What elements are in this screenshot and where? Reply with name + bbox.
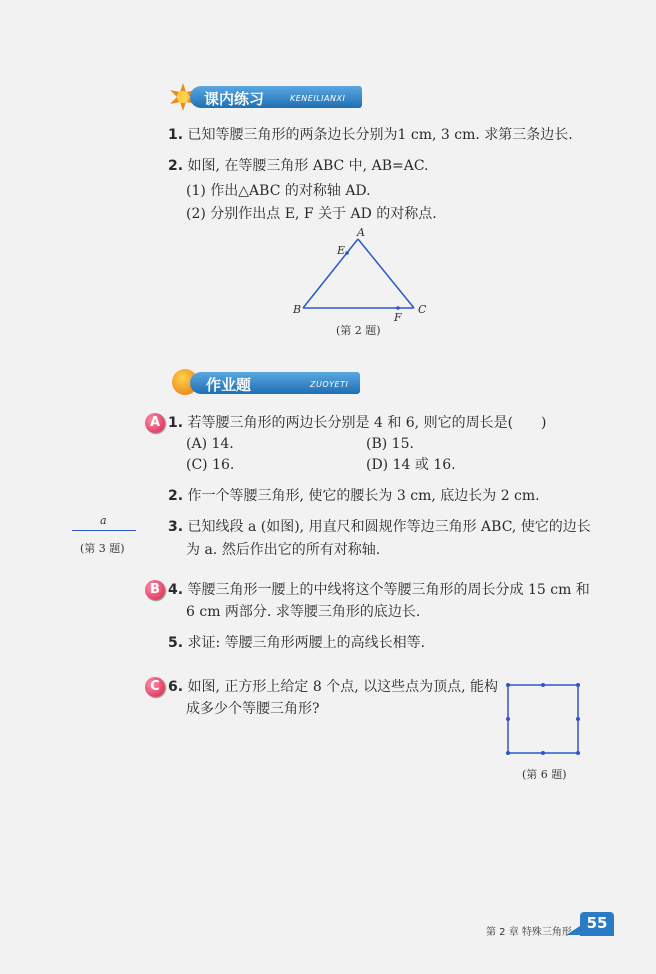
triangle-abc-figure bbox=[285, 225, 435, 325]
segment-a-line bbox=[72, 530, 136, 531]
homework-title: 作业题 bbox=[206, 376, 252, 394]
homework-q1-number: 1. bbox=[168, 415, 184, 431]
vertex-b-label: B bbox=[293, 303, 302, 316]
point-e-label: E bbox=[337, 244, 346, 257]
practice-q2 bbox=[168, 157, 429, 175]
practice-q1-text: 已知等腰三角形的两条边长分别为1 cm, 3 cm. 求第三条边长. bbox=[187, 127, 573, 143]
homework-q5-text: 求证: 等腰三角形两腰上的高线长相等. bbox=[187, 635, 426, 651]
homework-q2 bbox=[168, 487, 540, 505]
vertex-a-label: A bbox=[357, 226, 365, 239]
practice-q2-text: 如图, 在等腰三角形 ABC 中, AB=AC. bbox=[187, 158, 429, 174]
level-a-badge: A bbox=[145, 413, 165, 433]
homework-q6-line1 bbox=[168, 678, 498, 696]
vertex-c-label: C bbox=[418, 303, 427, 316]
homework-q3-line1 bbox=[168, 518, 591, 536]
option-b: (B) 15. bbox=[366, 436, 414, 452]
figure-6-caption: (第 6 题) bbox=[522, 768, 567, 781]
page-number: 55 bbox=[586, 914, 608, 932]
homework-q5 bbox=[168, 634, 425, 652]
level-b-badge: B bbox=[145, 580, 165, 600]
homework-q2-text: 作一个等腰三角形, 使它的腰长为 3 cm, 底边长为 2 cm. bbox=[187, 488, 540, 504]
option-d: (D) 14 或 16. bbox=[366, 457, 456, 473]
practice-q2-sub1: (1) 作出△ABC 的对称轴 AD. bbox=[186, 183, 371, 199]
practice-q2-sub2: (2) 分别作出点 E, F 关于 AD 的对称点. bbox=[186, 206, 437, 222]
figure-3-caption: (第 3 题) bbox=[80, 542, 125, 555]
homework-q4-line2: 6 cm 两部分. 求等腰三角形的底边长. bbox=[186, 604, 421, 620]
option-a: (A) 14. bbox=[186, 436, 234, 452]
homework-q6-line2: 成多少个等腰三角形? bbox=[186, 701, 320, 717]
homework-q1-close-paren: ) bbox=[541, 415, 547, 431]
homework-q2-number: 2. bbox=[168, 488, 184, 504]
homework-q6-text1: 如图, 正方形上给定 8 个点, 以这些点为顶点, 能构 bbox=[187, 679, 499, 695]
homework-q5-number: 5. bbox=[168, 635, 184, 651]
practice-q1 bbox=[168, 126, 573, 144]
point-f-label: F bbox=[394, 311, 402, 324]
practice-banner bbox=[190, 86, 362, 108]
square-eight-points-figure bbox=[500, 678, 590, 760]
option-c: (C) 16. bbox=[186, 457, 235, 473]
level-c-badge: C bbox=[145, 677, 165, 697]
homework-q1-text: 若等腰三角形的两边长分别是 4 和 6, 则它的周长是( bbox=[187, 415, 514, 431]
segment-a-label: a bbox=[100, 514, 107, 527]
homework-q4-text1: 等腰三角形一腰上的中线将这个等腰三角形的周长分成 15 cm 和 bbox=[187, 582, 590, 598]
homework-q1 bbox=[168, 414, 547, 432]
figure-2-caption: (第 2 题) bbox=[336, 324, 381, 337]
homework-q4-number: 4. bbox=[168, 582, 184, 598]
practice-subtitle: KENEILIANXI bbox=[290, 94, 346, 103]
homework-subtitle: ZUOYETI bbox=[310, 380, 349, 389]
homework-q3-line2: 为 a. 然后作出它的所有对称轴. bbox=[186, 542, 381, 558]
homework-q3-number: 3. bbox=[168, 519, 184, 535]
footer-accent bbox=[566, 926, 580, 935]
homework-q4-line1 bbox=[168, 581, 590, 599]
practice-q2-number: 2. bbox=[168, 158, 184, 174]
practice-title: 课内练习 bbox=[204, 90, 265, 108]
homework-banner bbox=[190, 372, 360, 394]
homework-q3-text1: 已知线段 a (如图), 用直尺和圆规作等边三角形 ABC, 使它的边长 bbox=[187, 519, 591, 535]
footer-chapter: 第 2 章 特殊三角形 bbox=[486, 927, 572, 938]
practice-q1-number: 1. bbox=[168, 127, 184, 143]
homework-q6-number: 6. bbox=[168, 679, 184, 695]
